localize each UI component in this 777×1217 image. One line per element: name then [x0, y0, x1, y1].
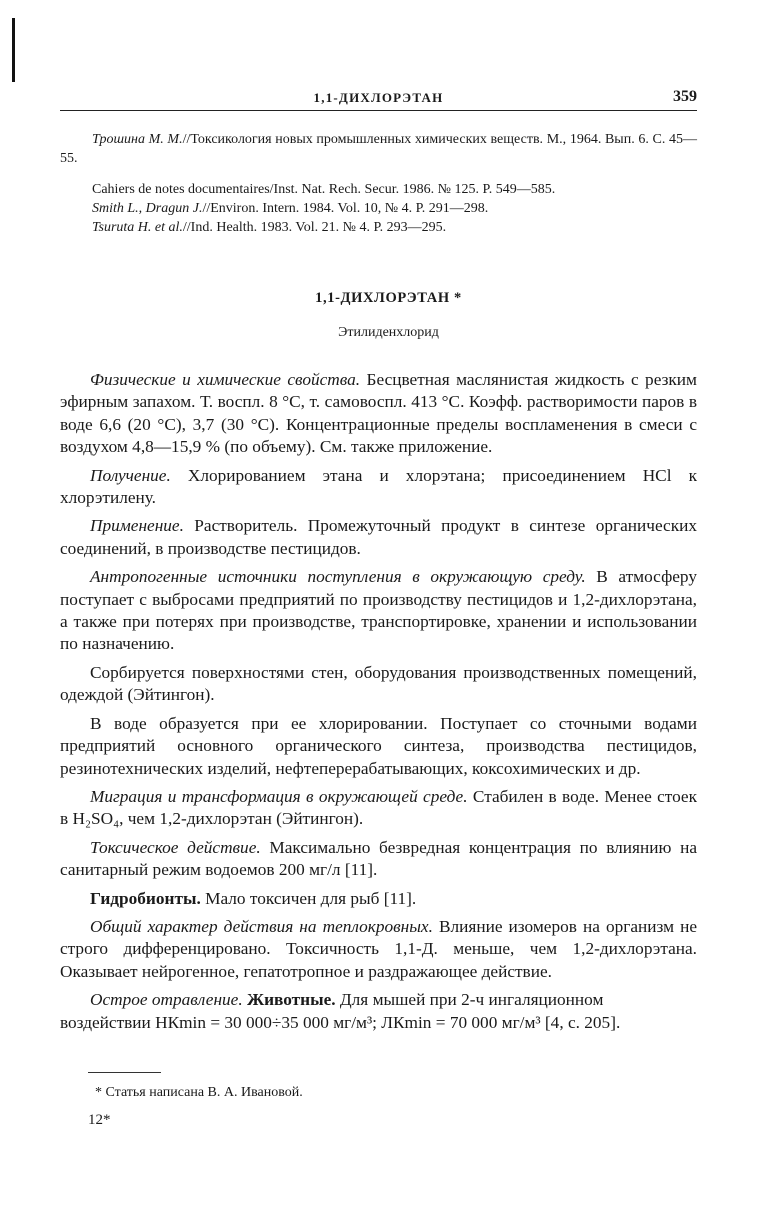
- section-lead: Общий характер действия на теплокровных.: [90, 916, 433, 936]
- section-bold-label: Животные.: [242, 990, 336, 1010]
- reference-author: Трошина М. М.: [92, 132, 183, 147]
- section-lead: Токсическое действие.: [90, 837, 261, 857]
- reference-author: Smith L., Dragun J.: [92, 201, 203, 216]
- reference-item: [60, 218, 697, 237]
- reference-text: Cahiers de notes documentaires/Inst. Nat. Rech. Secur. 1986. № 125. P. 549—585.: [92, 182, 556, 197]
- running-title: 1,1-ДИХЛОРЭТАН: [313, 90, 444, 105]
- section-application: [60, 515, 697, 560]
- reference-item: [60, 130, 697, 168]
- section-hydrobionts: [60, 888, 697, 910]
- section-lead: Физические и химические свойства.: [90, 370, 361, 389]
- margin-rule: [12, 18, 15, 82]
- section-text: В атмосферу поступает с выбросами предприятий по производству пестицидов и 1,2-дихлорэтана, а также при потерях при производстве, транспортировке, хранении и использовании по назначению.: [60, 567, 697, 654]
- references: [60, 130, 697, 237]
- article-heading: 1,1-ДИХЛОРЭТАН *: [315, 290, 462, 306]
- reference-text: //Environ. Intern. 1984. Vol. 10, № 4. P. 291—298.: [202, 201, 489, 216]
- page-number: 359: [673, 88, 697, 105]
- section-text: Мало токсичен для рыб [11].: [200, 888, 417, 908]
- reference-item: [60, 199, 697, 218]
- section-general-action: [60, 916, 697, 983]
- section-text: В воде образуется при ее хлорировании. Поступает со сточными водами предприятий основного органического синтеза, производства пестицидов, резинотехнических изделий, нефтеперерабатывающих, коксохимических и др.: [60, 713, 697, 778]
- section-lead: Острое отравление.: [90, 990, 243, 1010]
- section-sorption: [60, 662, 697, 707]
- reference-text: //Токсикология новых промышленных химических веществ. М., 1964. Вып. 6. С. 45—55.: [60, 132, 697, 166]
- section-text: Бесцветная маслянистая жидкость с резким эфирным запахом. Т. воспл. 8 °С, т. самовоспл. 413 °С. Коэфф. растворимости паров в воде 6,6 (20 °С), 3,7 (30 °С). Концентрационные пределы воспламенения в смеси с воздухом 4,8—15,9 % (по объему). См. также приложение.: [60, 370, 697, 457]
- section-lead: Получение.: [90, 465, 171, 485]
- section-lead: Гидробионты.: [90, 888, 201, 908]
- section-toxic-action: [60, 837, 697, 882]
- section-text: Влияние изомеров на организм не строго дифференцировано. Токсичность 1,1-Д. меньше, чем 1,2-дихлорэтана. Оказывает нейрогенное, гепатотропное и раздражающее действие.: [60, 916, 697, 981]
- section-migration: [60, 786, 697, 831]
- section-text: Хлорированием этана и хлорэтана; присоединением HCl к хлорэтилену.: [60, 465, 697, 508]
- section-sources: [60, 566, 697, 656]
- footnote-rule: [88, 1072, 161, 1073]
- section-production: [60, 465, 697, 510]
- section-text: Стабилен в воде. Менее стоек в H₂SO₄, чем 1,2-дихлорэтан (Эйтингон).: [60, 786, 698, 829]
- section-text: Для мышей при 2-ч ингаляционном воздействии НКmin = 30 000÷35 000 мг/м³; ЛКmin = 70 000 мг/м³ [4, с. 205].: [60, 990, 621, 1032]
- reference-text: //Ind. Health. 1983. Vol. 21. № 4. P. 293—295.: [182, 220, 447, 235]
- section-lead: Миграция и трансформация в окружающей среде.: [90, 786, 468, 806]
- section-text: Максимально безвредная концентрация по влиянию на санитарный режим водоемов 200 мг/л [11].: [60, 837, 698, 880]
- running-head: [60, 88, 697, 111]
- footnote: * Статья написана В. А. Ивановой.: [95, 1085, 303, 1100]
- section-properties: [60, 369, 697, 459]
- section-water: [60, 713, 697, 780]
- section-text: Сорбируется поверхностями стен, оборудования производственных помещений, одеждой (Эйтингон).: [60, 662, 697, 705]
- article-synonym: Этилиденхлорид: [338, 325, 439, 340]
- section-text: Растворитель. Промежуточный продукт в синтезе органических соединений, в производстве пестицидов.: [60, 516, 697, 558]
- article-body: [60, 369, 697, 1034]
- section-lead: Антропогенные источники поступления в окружающую среду.: [90, 567, 586, 587]
- section-acute-poisoning: [60, 989, 697, 1034]
- reference-author: Tsuruta H. et al.: [92, 220, 183, 235]
- reference-item: [60, 180, 697, 199]
- section-lead: Применение.: [90, 516, 184, 536]
- signature-mark: 12*: [88, 1112, 111, 1128]
